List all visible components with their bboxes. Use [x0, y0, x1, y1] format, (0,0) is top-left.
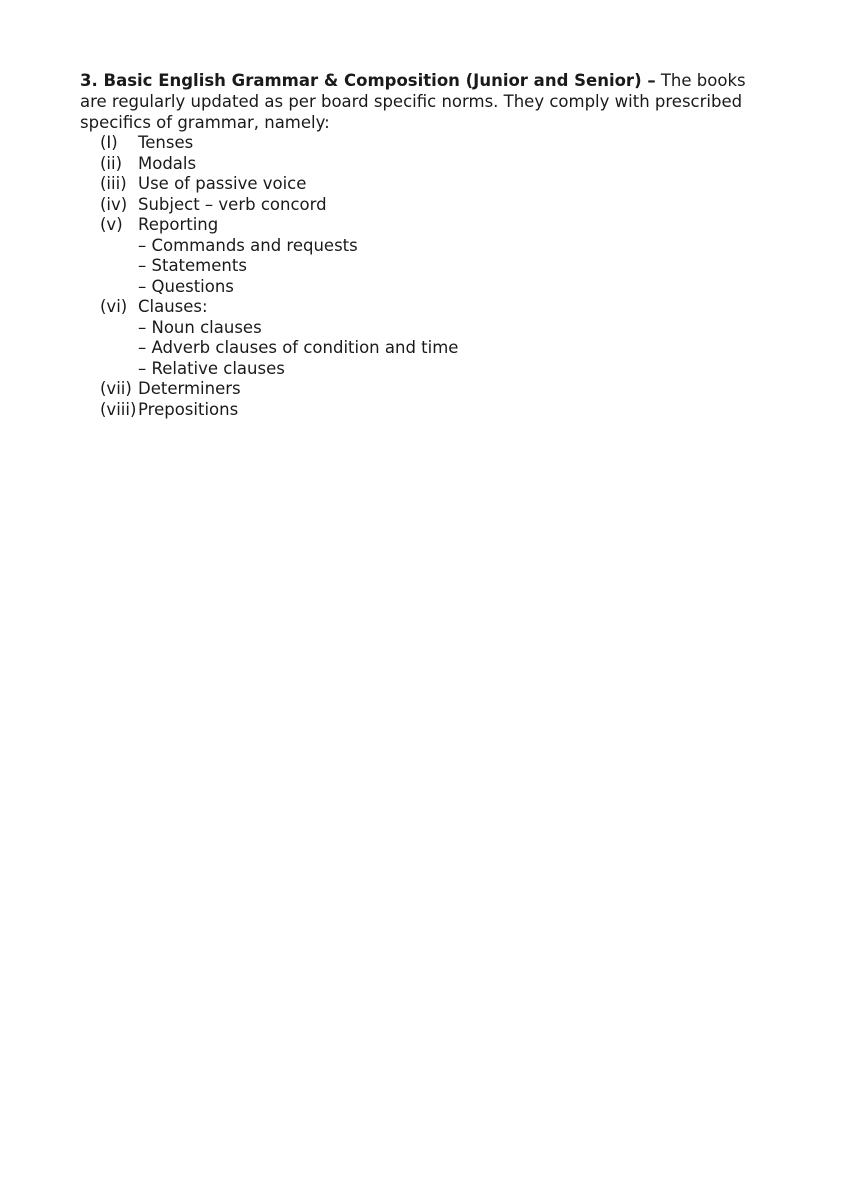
item-number: (ii) [100, 153, 123, 173]
item-number: (I) [100, 133, 118, 152]
section-text: The books are regularly updated as per board specific norms. They comply with prescribed specifics of grammar, namely: [80, 71, 746, 132]
item-number: (v) [100, 215, 123, 234]
list-item [100, 174, 770, 195]
list-item [100, 379, 770, 400]
item-number: (vii) [100, 379, 132, 398]
item-label: Prepositions [138, 399, 239, 419]
clauses-subitems [100, 318, 770, 380]
item-label: Determiners [138, 379, 241, 398]
grammar-topics-list [80, 133, 770, 420]
sub-list-item: – Adverb clauses of condition and time [138, 338, 459, 357]
item-label: Tenses [138, 133, 194, 152]
item-label: Clauses: [138, 297, 208, 316]
list-item [100, 215, 770, 297]
item-label: Subject – verb concord [138, 194, 327, 214]
list-item [100, 400, 770, 421]
item-label: Modals [138, 153, 197, 173]
item-label: Reporting [138, 215, 219, 234]
section-heading: 3. Basic English Grammar & Composition (Junior and Senior) – [80, 71, 656, 90]
item-number: (iv) [100, 194, 128, 214]
document-page [80, 70, 770, 420]
item-number: (viii) [100, 399, 137, 419]
list-item [100, 133, 770, 154]
list-item [100, 297, 770, 379]
sub-list-item: – Statements [138, 256, 247, 275]
sub-list-item: – Relative clauses [138, 358, 285, 378]
item-number: (vi) [100, 297, 128, 316]
list-item [100, 195, 770, 216]
list-item [100, 154, 770, 175]
reporting-subitems [100, 236, 770, 298]
item-number: (iii) [100, 174, 127, 193]
item-label: Use of passive voice [138, 174, 307, 193]
section-intro [80, 70, 770, 133]
sub-list-item: – Questions [138, 276, 234, 296]
sub-list-item: – Noun clauses [138, 317, 262, 337]
sub-list-item: – Commands and requests [138, 235, 358, 255]
